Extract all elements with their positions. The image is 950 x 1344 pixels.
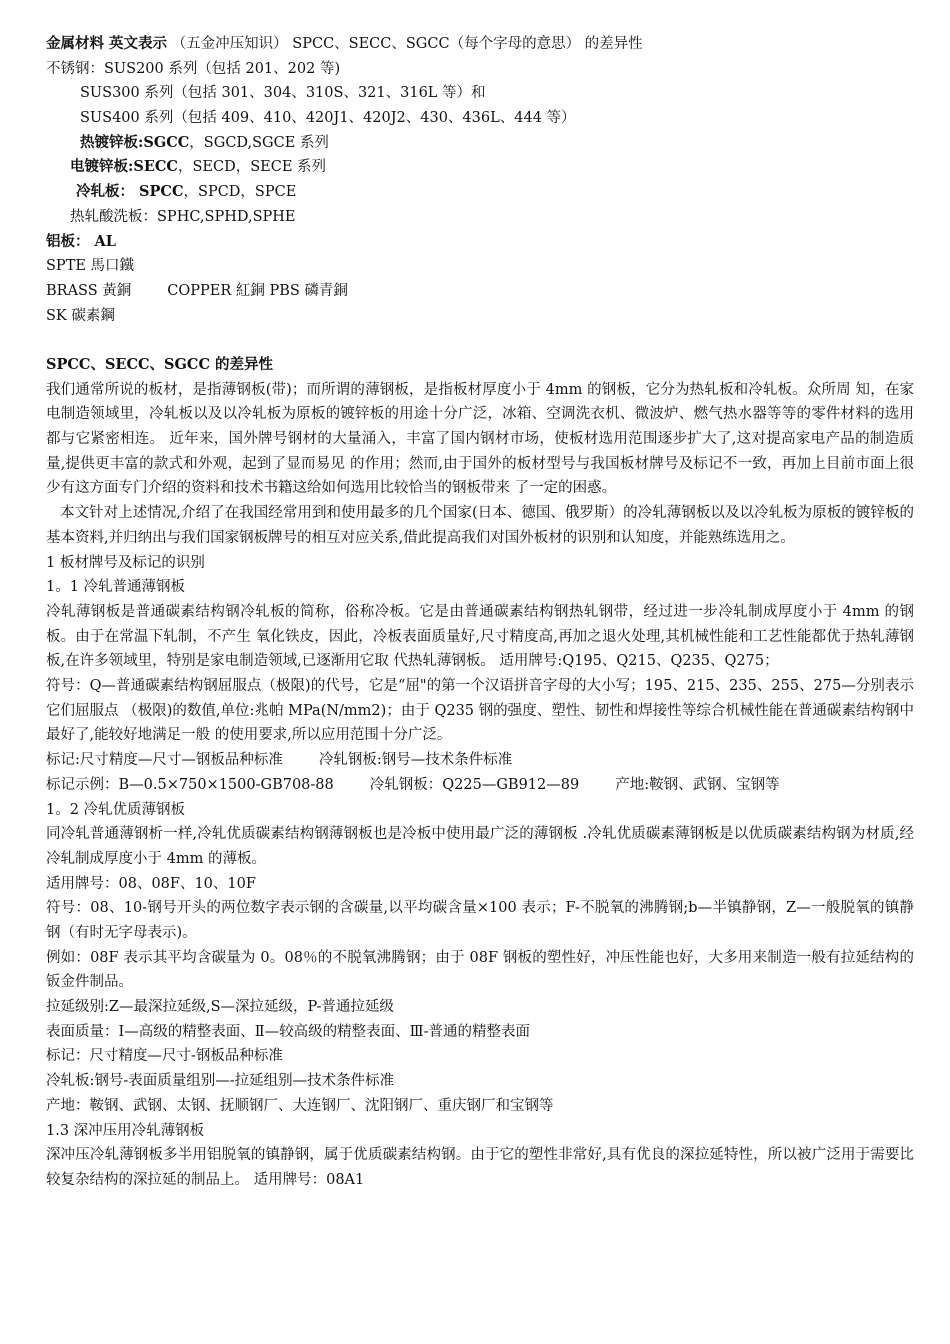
brass-text: BRASS 黃銅 bbox=[46, 282, 132, 299]
marking-example-cold: 冷轧钢板：Q225—GB912—89 bbox=[369, 776, 580, 793]
hot-dip-label: 热镀锌板:SGCC bbox=[80, 133, 190, 151]
paragraph-cold-rolled: 冷轧薄钢板是普通碳素结构钢冷轧板的简称，俗称冷板。它是由普通碳素结构钢热轧钢带，经过进一步冷轧制成厚度小于 4mm 的钢板。由于在常温下轧制，不产生 氧化铁皮，因此，冷板表面质量好,尺寸精度高,再加之退火处理,其机械性能和工艺性能都优于热轧薄钢板,在许多领域里，特别是家电制造领域,已逐渐用它取 代热轧薄钢板。 适用牌号:Q195、Q215、Q235、Q275； bbox=[46, 603, 914, 670]
heading-1-3: 1.3 深冲压用冷轧薄钢板 bbox=[46, 1122, 205, 1139]
heading-1-2: 1。2 冷轧优质薄钢板 bbox=[46, 801, 186, 818]
marking-cold-text: 冷轧钢板:钢号—技术条件标准 bbox=[318, 752, 513, 769]
aluminum-line: 铝板： AL bbox=[46, 232, 116, 250]
brass-copper-line bbox=[46, 279, 914, 304]
drawing-grade-line: 拉延级别:Z—最深拉延级,S—深拉延级，P-普通拉延级 bbox=[46, 999, 394, 1016]
stainless-line: 不锈钢：SUS200 系列（包括 201、202 等) bbox=[46, 60, 341, 77]
electro-line bbox=[46, 155, 914, 180]
electro-label: 电镀锌板:SECC bbox=[70, 158, 178, 176]
surface-quality-line: 表面质量：Ⅰ—高级的精整表面、Ⅱ—较高级的精整表面、Ⅲ-普通的精整表面 bbox=[46, 1023, 530, 1040]
origin-text: 产地:鞍钢、武钢、宝钢等 bbox=[615, 776, 780, 793]
sk-line: SK 碳素鋼 bbox=[46, 307, 115, 324]
heading-1-1: 1。1 冷轧普通薄钢板 bbox=[46, 579, 186, 596]
cold-rest: ，SPCD，SPCE bbox=[183, 184, 297, 201]
pickled-line: 热轧酸洗板：SPHC,SPHD,SPHE bbox=[70, 208, 296, 225]
sus400-line: SUS400 系列（包括 409、410、420J1、420J2、430、436L、444 等） bbox=[80, 110, 576, 127]
sus300-line: SUS300 系列（包括 301、304、310S、321、316L 等）和 bbox=[80, 85, 486, 102]
paragraph-intro: 我们通常所说的板材，是指薄钢板(带)；而所谓的薄钢板，是指板材厚度小于 4mm 的钢板，它分为热轧板和冷轧板。众所周 知，在家电制造领域里，冷轧板以及以冷轧板为原板的镀锌板的用途十分广泛，冰箱、空调洗衣机、微波炉、燃气热水器等等的零件材料的选用都与它紧密相连。 近年来，国外牌号钢材的大量涌入，丰富了国内钢材市场，使板材选用范围逐步扩大了,这对提高家电产品的制造质量,提供更丰富的款式和外观，起到了显而易见 的作用；然而,由于国外的板材型号与我国板材牌号及标记不一致，再加上目前市面上很少有这方面专门介绍的资料和技术书籍这给如何选用比较恰当的钢板带来 了一定的困惑。 bbox=[46, 381, 914, 497]
document-title bbox=[46, 32, 914, 57]
electro-rest: ，SECD，SECE 系列 bbox=[177, 159, 327, 176]
marking-2-line: 标记：尺寸精度—尺寸-钢板品种标准 bbox=[46, 1048, 283, 1065]
document-page bbox=[46, 32, 914, 1193]
marking-example-line bbox=[46, 773, 914, 798]
title-rest: （五金冲压知识） SPCC、SECC、SGCC（每个字母的意思） 的差异性 bbox=[171, 36, 643, 52]
cold-label: 冷轧板： SPCC bbox=[76, 183, 184, 201]
spte-line: SPTE 馬口鐵 bbox=[46, 258, 135, 275]
marking-example: 标记示例：B—0.5×750×1500-GB708-88 bbox=[46, 776, 334, 793]
hot-dip-line bbox=[46, 131, 914, 156]
paragraph-scope: 本文针对上述情况,介绍了在我国经常用到和使用最多的几个国家(日本、德国、俄罗斯）的冷轧薄钢板以及以冷轧板为原板的镀锌板的基本资料,并归纳出与我们国家钢板牌号的相互对应关系,借此提高我们对国外板材的识别和认知度，并能熟练选用之。 bbox=[46, 505, 914, 546]
paragraph-example-08f: 例如：08F 表示其平均含碳量为 0。08％的不脱氧沸腾钢；由于 08F 钢板的塑性好，冲压性能也好，大多用来制造一般有拉延结构的钣金件制品。 bbox=[46, 949, 914, 991]
paragraph-symbol-q: 符号：Q—普通碳素结构钢屈服点（极限)的代号，它是“屈"的第一个汉语拼音字母的大小写；195、215、235、255、275—分别表示它们屈服点 （极限)的数值,单位:兆帕 MPa(N/mm2)；由于 Q235 钢的强度、塑性、韧性和焊接性等综合机械性能在普通碳素结构钢中最好了,能较好地满足一般 的使用要求,所以应用范围十分广泛。 bbox=[46, 678, 914, 744]
paragraph-symbol-08: 符号：08、10-钢号开头的两位数字表示钢的含碳量,以平均碳含量×100 表示；F-不脱氧的沸腾钢;b—半镇静钢，Z—一般脱氧的镇静钢（有时无字母表示)。 bbox=[46, 900, 914, 941]
origin-2-line: 产地：鞍钢、武钢、太钢、抚顺钢厂、大连钢厂、沈阳钢厂、重庆钢厂和宝钢等 bbox=[46, 1097, 554, 1114]
grades-line: 适用牌号：08、08F、10、10F bbox=[46, 875, 256, 892]
marking-text: 标记:尺寸精度—尺寸—钢板品种标准 bbox=[46, 752, 283, 769]
hot-dip-rest: ，SGCD,SGCE 系列 bbox=[189, 134, 329, 151]
paragraph-quality-steel: 同冷轧普通薄钢析一样,冷轧优质碳素结构钢薄钢板也是冷板中使用最广泛的薄钢板 .冷轧优质碳素薄钢板是以优质碳素结构钢为材质,经冷轧制成厚度小于 4mm 的薄板。 bbox=[46, 826, 914, 867]
cold-plate-marking-line: 冷轧板:钢号-表面质量组别—-拉延组别—技术条件标准 bbox=[46, 1073, 395, 1090]
section-heading: SPCC、SECC、SGCC 的差异性 bbox=[46, 355, 274, 373]
title-bold: 金属材料 英文表示 bbox=[46, 35, 168, 52]
heading-1: 1 板材牌号及标记的识别 bbox=[46, 554, 205, 571]
cold-line bbox=[46, 180, 914, 205]
paragraph-deep-drawing: 深冲压冷轧薄钢板多半用铝脱氧的镇静钢，属于优质碳素结构钢。由于它的塑性非常好,具有优良的深拉延特性，所以被广泛用于需要比较复杂结构的深拉延的制品上。 适用牌号：08A1 bbox=[46, 1147, 914, 1188]
copper-text: COPPER 紅銅 PBS 磷青銅 bbox=[167, 282, 348, 299]
marking-line bbox=[46, 748, 914, 773]
